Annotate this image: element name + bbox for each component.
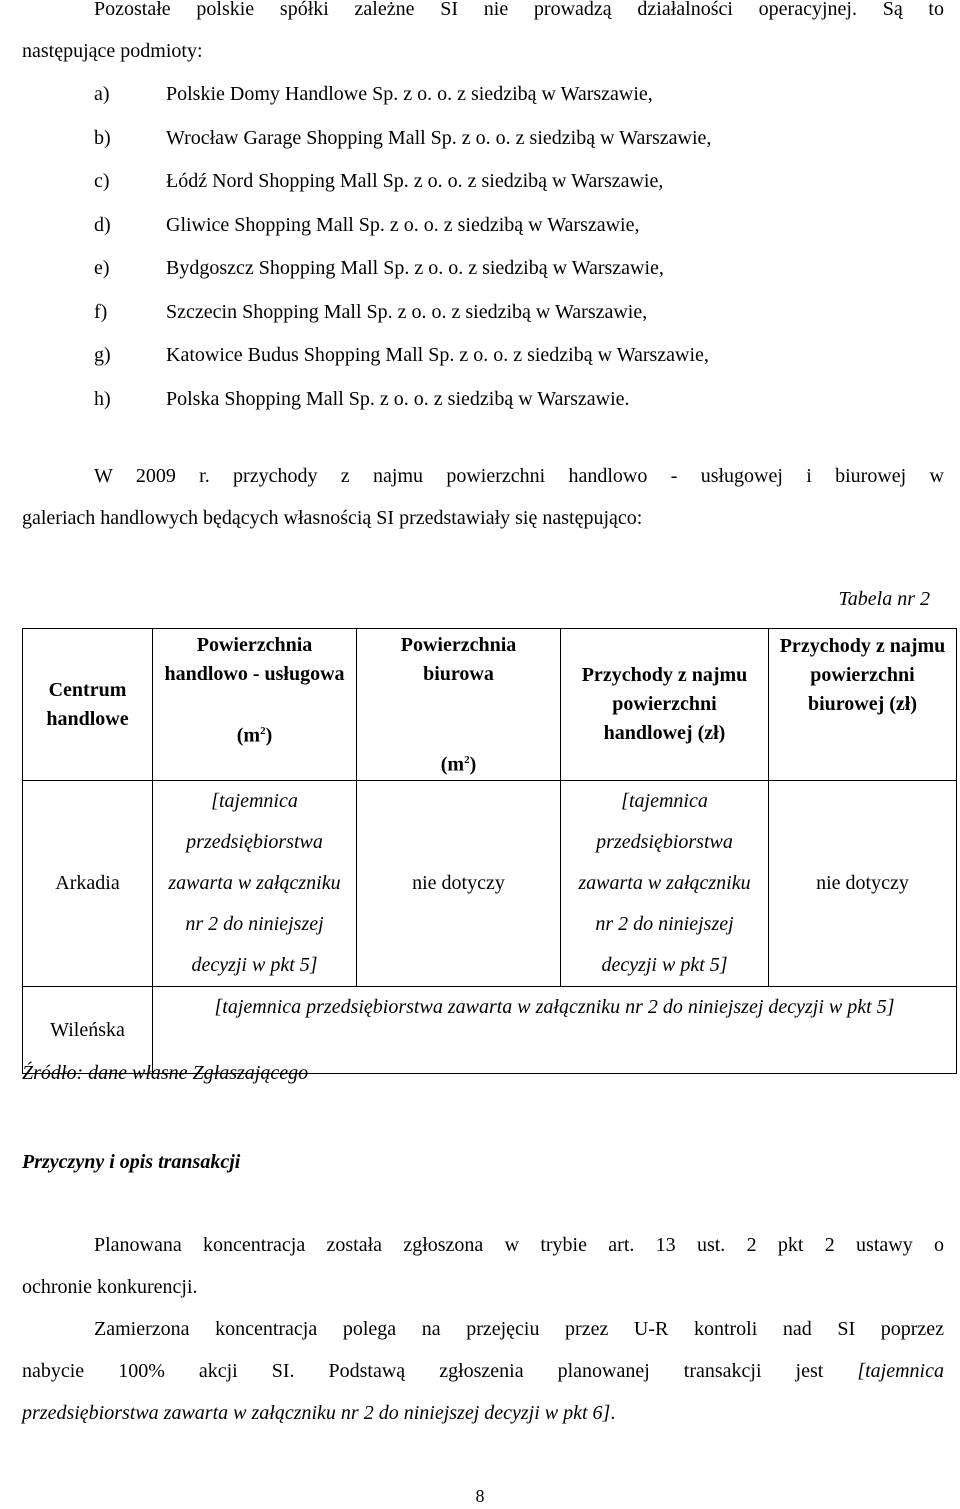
entity-list: [94, 73, 711, 421]
header-office-revenue: Przychody z najmu powierzchni biurowej (zł): [769, 629, 957, 781]
intro-line-1: Pozostałe polskie spółki zależne SI nie prowadzą działalności operacyjnej. Są to: [94, 0, 944, 20]
revenue-line-2: galeriach handlowych będących własnością SI przedstawiały się następująco:: [22, 507, 643, 529]
revenue-paragraph: [22, 455, 944, 539]
intro-line-2: następujące podmioty:: [22, 40, 203, 62]
revenue-line-1: W 2009 r. przychody z najmu powierzchni handlowo - usługowej i biurowej w: [94, 465, 944, 487]
retail-area-value: [tajemnica przedsiębiorstwa zawarta w załączniku nr 2 do niniejszej decyzji w pkt 5]: [153, 781, 357, 987]
header-retail-area: Powierzchnia handlowo - usługowa $(m^2)$: [153, 629, 357, 781]
center-name: Arkadia: [23, 781, 153, 987]
list-item: a) Polskie Domy Handlowe Sp. z o. o. z siedzibą w Warszawie,: [94, 83, 653, 105]
table-source: Źródło: dane własne Zgłaszającego: [22, 1062, 309, 1084]
list-item: b) Wrocław Garage Shopping Mall Sp. z o. o. z siedzibą w Warszawie,: [94, 126, 712, 149]
header-office-area: Powierzchnia biurowa $(m^2)$: [357, 629, 561, 781]
list-item: c) Łódź Nord Shopping Mall Sp. z o. o. z siedzibą w Warszawie,: [94, 170, 664, 192]
list-item: e) Bydgoszcz Shopping Mall Sp. z o. o. z siedzibą w Warszawie,: [94, 257, 664, 279]
section-heading: Przyczyny i opis transakcji: [22, 1151, 241, 1173]
center-name: Wileńska: [23, 987, 153, 1074]
mode-paragraph: [22, 1224, 944, 1308]
mode-line-1: Planowana koncentracja została zgłoszona w trybie art. 13 ust. 2 pkt 2 ustawy o: [94, 1234, 944, 1256]
list-item: g) Katowice Budus Shopping Mall Sp. z o. o. z siedzibą w Warszawie,: [94, 344, 709, 366]
aim-line-2: nabycie 100% akcji SI. Podstawą zgłoszenia planowanej transakcji jest [tajemnica: [22, 1360, 944, 1382]
list-item: h) Polska Shopping Mall Sp. z o. o. z siedzibą w Warszawie.: [94, 387, 630, 410]
table-row: [23, 781, 957, 987]
list-item: f) Szczecin Shopping Mall Sp. z o. o. z siedzibą w Warszawie,: [94, 300, 648, 323]
office-area-value: nie dotyczy: [357, 781, 561, 987]
table-caption: Tabela nr 2: [838, 588, 930, 610]
header-center: Centrum handlowe: [23, 629, 153, 781]
list-item: d) Gliwice Shopping Mall Sp. z o. o. z siedzibą w Warszawie,: [94, 213, 640, 236]
mode-line-2: ochronie konkurencji.: [22, 1276, 198, 1298]
aim-line-1: Zamierzona koncentracja polega na przejęciu przez U-R kontroli nad SI poprzez: [94, 1318, 944, 1340]
aim-line-3: przedsiębiorstwa zawarta w załączniku nr 2 do niniejszej decyzji w pkt 6].: [22, 1402, 616, 1424]
header-retail-revenue: Przychody z najmu powierzchni handlowej (zł): [561, 629, 769, 781]
page-number: 8: [475, 1486, 485, 1506]
office-revenue-value: nie dotyczy: [769, 781, 957, 987]
retail-revenue-value: [tajemnica przedsiębiorstwa zawarta w załączniku nr 2 do niniejszej decyzji w pkt 5]: [561, 781, 769, 987]
merged-confidential-value: [tajemnica przedsiębiorstwa zawarta w załączniku nr 2 do niniejszej decyzji w pkt 5]: [153, 987, 957, 1074]
table-header-row: [23, 629, 957, 781]
aim-paragraph: [22, 1308, 944, 1434]
intro-paragraph: [22, 0, 944, 72]
revenue-table: [22, 628, 957, 1074]
table-row: [23, 987, 957, 1074]
